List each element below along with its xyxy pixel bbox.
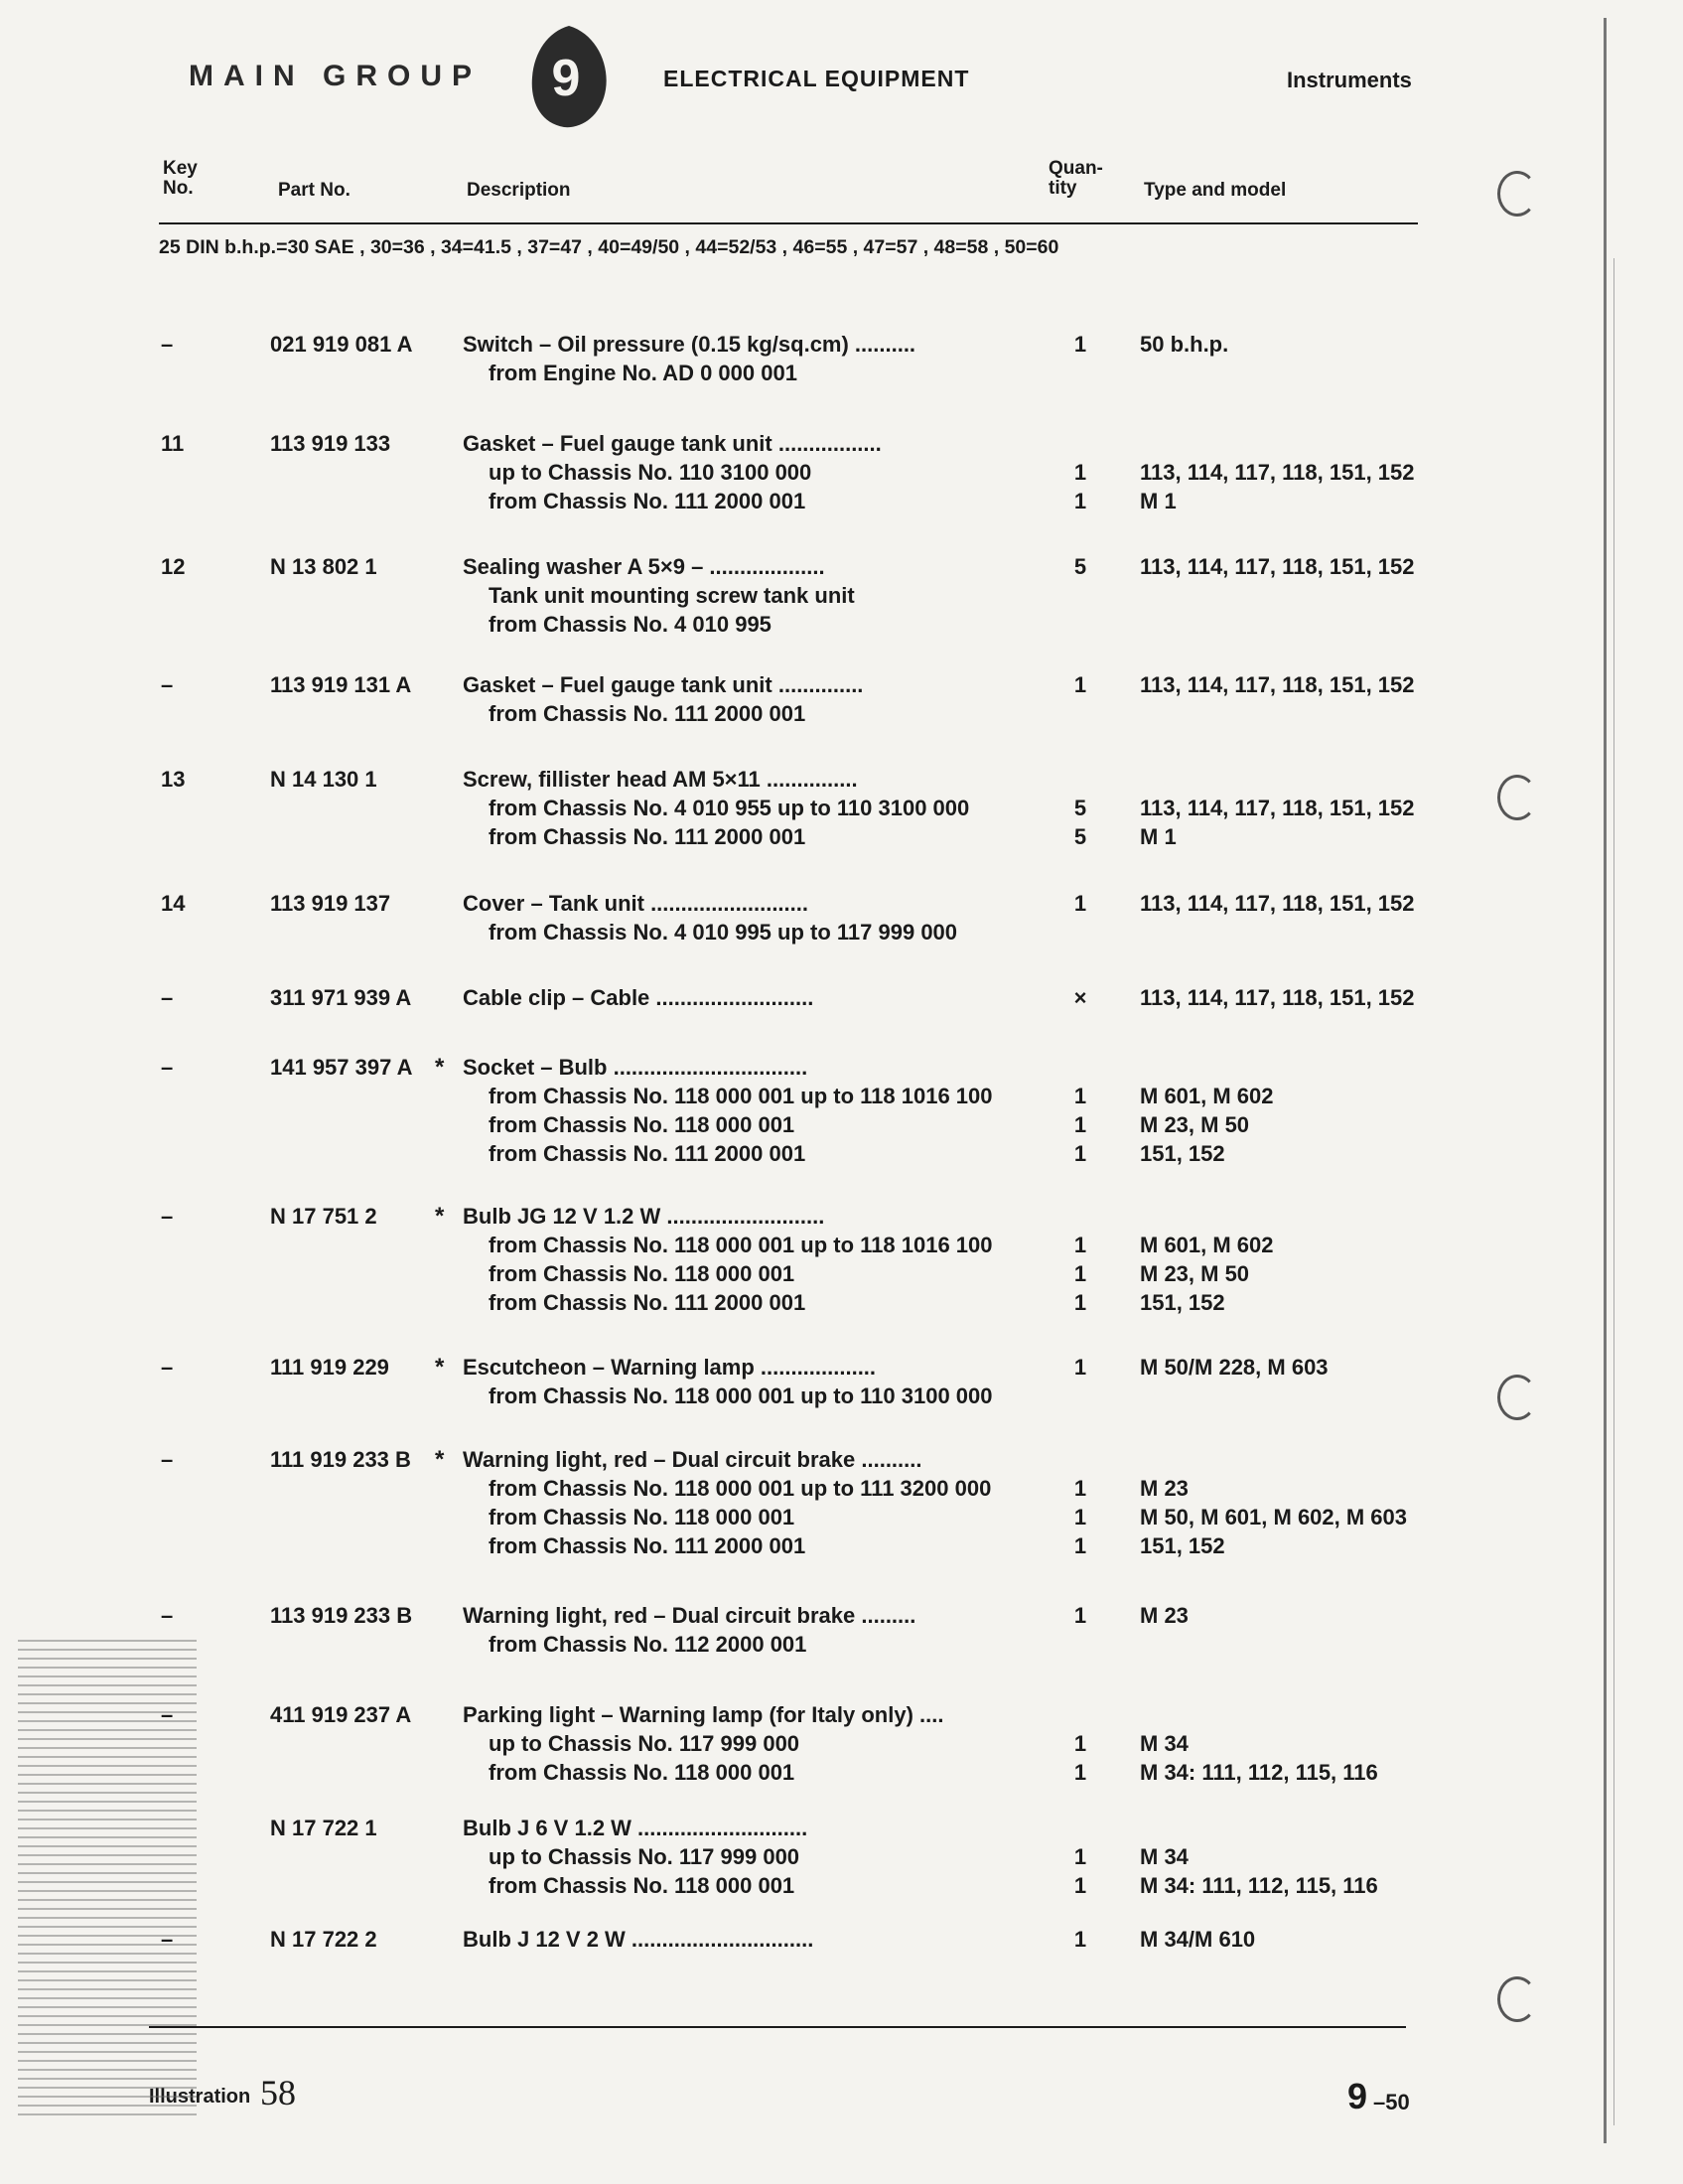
quantity [1068,1601,1092,1659]
quantity [1068,1053,1092,1168]
quantity [1068,1353,1092,1410]
description-line: Gasket – Fuel gauge tank unit ................. [463,431,882,456]
quantity-line: 5 [1073,796,1087,820]
description-line: from Chassis No. 118 000 001 [489,1112,795,1137]
description [463,1202,993,1317]
key-no: 13 [161,767,186,792]
quantity [1068,983,1092,1012]
note-star: * [435,1054,445,1081]
description [463,1925,813,1954]
type-model-line: 151, 152 [1140,1290,1225,1315]
description [463,765,969,851]
type-model-line: 113, 114, 117, 118, 151, 152 [1140,554,1415,579]
description-line: from Chassis No. 118 000 001 up to 118 1016 100 [489,1233,993,1257]
part-no: 141 957 397 A [270,1055,413,1080]
type-model [1140,1053,1274,1168]
description [463,1601,915,1659]
type-model [1140,1202,1274,1317]
type-model-line: M 34: 111, 112, 115, 116 [1140,1873,1378,1898]
description-line: Bulb JG 12 V 1.2 W .......................... [463,1204,825,1229]
main-group-label: MAIN GROUP [189,60,482,92]
description-line: from Chassis No. 118 000 001 [489,1505,795,1529]
type-model-line: 50 b.h.p. [1140,332,1229,357]
type-model [1140,552,1415,639]
quantity-line: 1 [1073,1927,1087,1952]
description-line: from Chassis No. 4 010 955 up to 110 3100 000 [489,796,970,820]
quantity-line: 1 [1073,1355,1087,1380]
type-model-line [1140,765,1415,794]
quantity-line: 1 [1073,489,1087,513]
part-no: N 17 722 1 [270,1816,377,1840]
quantity [1068,1445,1092,1560]
type-model-line [1140,429,1415,458]
illustration-number: 58 [260,2073,296,2112]
quantity-line [1068,1445,1092,1474]
type-model-line: M 23 [1140,1603,1189,1628]
col-type-model: Type and model [1144,180,1287,201]
quantity-line: 1 [1073,1084,1087,1108]
quantity-line: 1 [1073,1873,1087,1898]
type-model [1140,1700,1378,1787]
description-line: from Chassis No. 118 000 001 [489,1261,795,1286]
binder-ring [1497,171,1537,217]
illustration-label: Illustration [149,2086,251,2108]
quantity-line [1068,581,1092,610]
part-no: 113 919 133 [270,431,391,456]
description-line: Escutcheon – Warning lamp ................... [463,1355,877,1380]
quantity [1068,1925,1092,1954]
description-line: Cover – Tank unit .......................... [463,891,808,916]
type-model-line [1140,699,1415,728]
type-model-line: 113, 114, 117, 118, 151, 152 [1140,460,1415,485]
description [463,983,813,1012]
key-no: 12 [161,554,186,579]
type-model [1140,330,1228,387]
type-model-line [1140,1202,1274,1231]
scan-noise [18,1639,197,2115]
description-line: from Chassis No. 118 000 001 up to 118 1016 100 [489,1084,993,1108]
description-line: from Chassis No. 111 2000 001 [489,1141,806,1166]
description-line: Switch – Oil pressure (0.15 kg/sq.cm) .......... [463,332,916,357]
quantity-line: 1 [1073,332,1087,357]
description-line: from Chassis No. 118 000 001 [489,1760,795,1785]
quantity-line [1068,1814,1092,1842]
col-description: Description [467,180,571,201]
quantity-line: 1 [1073,1844,1087,1869]
description [463,552,855,639]
note-star: * [435,1446,445,1473]
type-model-line: M 1 [1140,489,1177,513]
part-no: 021 919 081 A [270,332,413,357]
part-no: 113 919 137 [270,891,391,916]
quantity-line: 1 [1073,1141,1087,1166]
description-line: Sealing washer A 5×9 – ................... [463,554,825,579]
quantity-line [1068,765,1092,794]
description-line: Parking light – Warning lamp (for Italy only) .... [463,1702,944,1727]
col-quantity: Quan- tity [1049,158,1103,199]
key-no: – [161,1447,174,1472]
page-sub-number: –50 [1373,2090,1410,2114]
type-model [1140,429,1415,515]
part-no: 311 971 939 A [270,985,412,1010]
description-line: Screw, fillister head AM 5×11 ............... [463,767,858,792]
key-no: – [161,1204,174,1229]
description-line: Socket – Bulb ................................ [463,1055,808,1080]
description-line: Tank unit mounting screw tank unit [489,583,855,608]
header-rule [159,222,1418,224]
description [463,1353,993,1410]
type-model-line: M 34: 111, 112, 115, 116 [1140,1760,1378,1785]
description [463,1445,991,1560]
type-model-line: 113, 114, 117, 118, 151, 152 [1140,985,1415,1010]
note-star: * [435,1354,445,1381]
quantity-line [1068,1382,1092,1410]
key-no: – [161,1702,174,1727]
binder-ring [1497,1375,1537,1420]
subsection-title: Instruments [1287,68,1412,92]
description-line: from Chassis No. 111 2000 001 [489,701,806,726]
quantity [1068,330,1092,387]
key-no: 14 [161,891,186,916]
binder-edge [1604,18,1607,2143]
type-model-line [1140,581,1415,610]
key-no: – [161,1927,174,1952]
quantity-line: 1 [1073,1233,1087,1257]
description [463,1053,993,1168]
quantity-line [1068,1053,1092,1082]
description-line: from Engine No. AD 0 000 001 [489,361,797,385]
part-no: N 13 802 1 [270,554,377,579]
description-line: up to Chassis No. 117 999 000 [489,1844,800,1869]
part-no: N 14 130 1 [270,767,377,792]
quantity-line [1068,1700,1092,1729]
binder-ring [1497,775,1537,820]
description [463,1814,807,1900]
quantity-line [1068,918,1092,946]
quantity-line: 5 [1073,824,1087,849]
quantity [1068,1814,1092,1900]
quantity-line [1068,1202,1092,1231]
quantity-line: 1 [1073,1603,1087,1628]
key-no: – [161,672,174,697]
description-line: from Chassis No. 111 2000 001 [489,1290,806,1315]
description [463,670,863,728]
type-model-line: M 23, M 50 [1140,1112,1250,1137]
type-model [1140,1814,1378,1900]
part-no: N 17 751 2 [270,1204,377,1229]
type-model-line: M 34 [1140,1731,1189,1756]
type-model-line [1140,1382,1329,1410]
description-line: up to Chassis No. 117 999 000 [489,1731,800,1756]
description-line: from Chassis No. 4 010 995 [489,612,771,637]
type-model-line: 151, 152 [1140,1141,1225,1166]
type-model-line: M 34/M 610 [1140,1927,1256,1952]
quantity-line: 1 [1073,1112,1087,1137]
type-model-line [1140,610,1415,639]
quantity-line: 1 [1073,1290,1087,1315]
group-number: 9 [551,50,581,107]
type-model-line: M 23 [1140,1476,1189,1501]
binder-edge-inner [1613,258,1614,2125]
type-model [1140,1601,1189,1659]
group-number-badge [526,24,612,131]
type-model-line: 151, 152 [1140,1533,1225,1558]
description-line: Warning light, red – Dual circuit brake ......... [463,1603,916,1628]
key-no: – [161,1055,174,1080]
quantity-line: 1 [1073,891,1087,916]
type-model-line: M 601, M 602 [1140,1084,1274,1108]
type-model-line: M 34 [1140,1844,1189,1869]
description-line: from Chassis No. 111 2000 001 [489,489,806,513]
description-line: up to Chassis No. 110 3100 000 [489,460,812,485]
part-no: 411 919 237 A [270,1702,412,1727]
quantity [1068,1202,1092,1317]
col-key-no: Key No. [163,158,198,199]
description [463,330,915,387]
type-model-line: M 23, M 50 [1140,1261,1250,1286]
type-model [1140,1353,1329,1410]
hp-conversion-line: 25 DIN b.h.p.=30 SAE , 30=36 , 34=41.5 , 37=47 , 40=49/50 , 44=52/53 , 46=55 , 47=57 , 48=58 , 50=60 [159,236,1059,258]
type-model-line [1140,1445,1407,1474]
description-line: Cable clip – Cable .......................... [463,985,814,1010]
description-line: Warning light, red – Dual circuit brake .......... [463,1447,922,1472]
type-model-line: M 1 [1140,824,1177,849]
type-model [1140,1445,1407,1560]
description-line: from Chassis No. 4 010 995 up to 117 999 000 [489,920,958,945]
type-model-line: M 601, M 602 [1140,1233,1274,1257]
quantity-line [1068,699,1092,728]
key-no: – [161,1603,174,1628]
description-line: from Chassis No. 112 2000 001 [489,1632,807,1657]
description-line: Gasket – Fuel gauge tank unit .............. [463,672,864,697]
page-number: 9 [1347,2076,1368,2116]
type-model [1140,889,1415,946]
type-model-line: 113, 114, 117, 118, 151, 152 [1140,891,1415,916]
description-line: from Chassis No. 111 2000 001 [489,1533,806,1558]
quantity-line: 1 [1073,460,1087,485]
quantity-line: 1 [1073,1261,1087,1286]
description-line: from Chassis No. 118 000 001 up to 110 3100 000 [489,1383,993,1408]
part-no: 113 919 131 A [270,672,412,697]
binder-ring [1497,1976,1537,2022]
type-model [1140,983,1415,1012]
col-part-no: Part No. [278,180,351,201]
quantity-line: 1 [1073,1505,1087,1529]
quantity [1068,765,1092,851]
type-model-line: 113, 114, 117, 118, 151, 152 [1140,672,1415,697]
quantity-line: × [1073,985,1087,1010]
quantity [1068,552,1092,639]
description-line: from Chassis No. 118 000 001 up to 111 3200 000 [489,1476,992,1501]
quantity [1068,429,1092,515]
description-line: from Chassis No. 111 2000 001 [489,824,806,849]
description-line: Bulb J 12 V 2 W .............................. [463,1927,814,1952]
key-no: – [161,1355,174,1380]
key-no: – [161,332,174,357]
part-no: 111 919 233 B [270,1447,411,1472]
quantity-line: 1 [1073,672,1087,697]
quantity [1068,1700,1092,1787]
description-line: from Chassis No. 118 000 001 [489,1873,795,1898]
type-model-line [1140,1700,1378,1729]
quantity-line: 1 [1073,1533,1087,1558]
type-model-line: M 50, M 601, M 602, M 603 [1140,1505,1408,1529]
type-model [1140,670,1415,728]
type-model-line: 113, 114, 117, 118, 151, 152 [1140,796,1415,820]
quantity-line: 1 [1073,1731,1087,1756]
description-line: Bulb J 6 V 1.2 W ............................ [463,1816,808,1840]
note-star: * [435,1203,445,1230]
quantity-line [1068,610,1092,639]
part-no: 111 919 229 [270,1355,389,1380]
type-model-line [1140,359,1228,387]
description [463,889,957,946]
quantity-line [1068,359,1092,387]
key-no: 11 [161,431,185,456]
description [463,429,882,515]
description [463,1700,943,1787]
footer-rule [149,2026,1406,2028]
quantity-line: 5 [1073,554,1087,579]
quantity [1068,889,1092,946]
type-model [1140,765,1415,851]
part-no: N 17 722 2 [270,1927,377,1952]
quantity [1068,670,1092,728]
quantity-line [1068,1630,1092,1659]
section-title: ELECTRICAL EQUIPMENT [663,66,970,91]
type-model-line [1140,918,1415,946]
type-model-line [1140,1053,1274,1082]
key-no: – [161,985,174,1010]
quantity-line: 1 [1073,1760,1087,1785]
quantity-line: 1 [1073,1476,1087,1501]
type-model-line: M 50/M 228, M 603 [1140,1355,1329,1380]
type-model [1140,1925,1255,1954]
part-no: 113 919 233 B [270,1603,413,1628]
type-model-line [1140,1814,1378,1842]
type-model-line [1140,1630,1189,1659]
quantity-line [1068,429,1092,458]
